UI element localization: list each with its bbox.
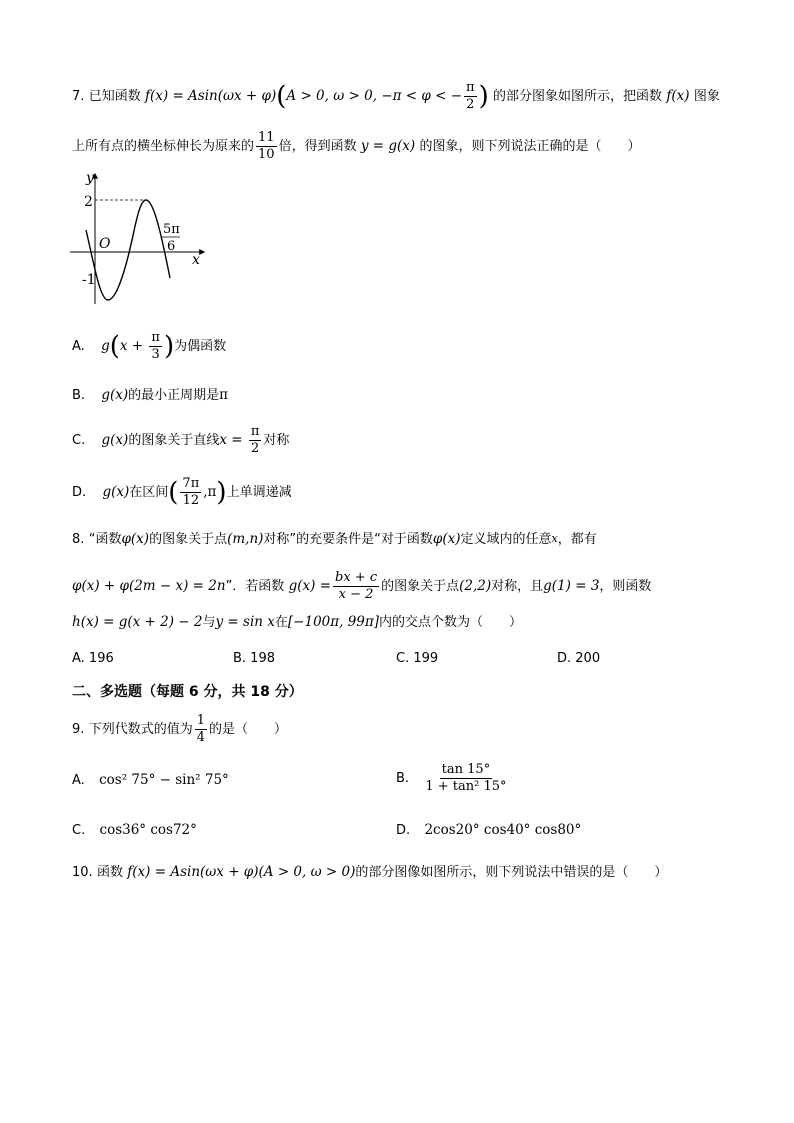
q10-function: f(x) = Asin(ωx + φ)(A > 0, ω > 0) (127, 864, 356, 880)
q8-l3-interval: [−100π, 99π] (287, 614, 380, 630)
paren-close: ) (163, 331, 175, 362)
q7-scale-fraction (256, 130, 277, 163)
option-letter: B. (72, 388, 86, 403)
q10-number: 10. (72, 865, 93, 880)
option-d-mid: ,π (203, 484, 217, 500)
q8-l2-identity: φ(x) + φ(2m − x) = 2n (72, 578, 226, 594)
q8-line3 (72, 612, 522, 633)
q9-option-d (396, 820, 581, 841)
q7-stem-a: 已知函数 (88, 89, 141, 104)
option-d-tail: 上单调递减 (226, 485, 292, 500)
q7-option-d (72, 476, 292, 509)
option-a-num: π (151, 330, 160, 345)
q7-option-b (72, 385, 228, 406)
q7-condition: A > 0, ω > 0, −π < φ < − (286, 88, 463, 104)
x-axis-label: x (192, 252, 200, 268)
option-c-text: 的图象关于直线 (128, 433, 220, 448)
q9-option-b (396, 762, 511, 795)
option-letter: D. (396, 823, 411, 838)
q9-stem-b: 的是（ ） (209, 722, 288, 737)
option-a-arg: x + (119, 338, 148, 354)
q7-paren-close: ) (478, 81, 489, 112)
option-c-fraction (249, 424, 262, 457)
option-letter: B. (396, 771, 410, 786)
option-letter: A. (72, 339, 85, 354)
q7-number: 7. (72, 89, 85, 104)
option-c-tail: 对称 (263, 433, 290, 448)
q8-l3-d: 在 (274, 615, 288, 630)
q8-l2-fraction (333, 570, 379, 603)
q9-fraction (195, 713, 207, 746)
q7-option-c (72, 424, 289, 457)
option-a-fraction (149, 330, 162, 363)
q7-stem-c: 图象 (693, 89, 720, 104)
q9-option-b-num: tan 15° (441, 762, 491, 777)
q7-line2-b: 倍，得到函数 (278, 139, 357, 154)
q9-option-b-fraction (423, 762, 508, 795)
q10-stem-b: 的部分图像如图所示，则下列说法中错误的是（ ） (355, 865, 668, 880)
q8-l2-den: x − 2 (338, 587, 374, 602)
option-d-g: g(x) (102, 484, 130, 500)
q8-l3-sin: y = sin x (215, 614, 275, 630)
q9-option-a-math: cos² 75° − sin² 75° (99, 772, 229, 788)
q10-line1 (72, 862, 667, 883)
q9-line1 (72, 713, 287, 746)
q7-gx: y = g(x) (360, 138, 416, 154)
q8-l1-x: x (551, 532, 558, 545)
q7-stem-b: 的部分图象如图所示，把函数 (493, 89, 663, 104)
option-d-num: 7π (182, 476, 200, 491)
q8-line1 (72, 529, 597, 550)
q8-l3-f: 内的交点个数为（ ） (379, 615, 523, 630)
xmark-num: 5π (163, 222, 180, 237)
option-letter: C. (72, 433, 86, 448)
q8-l2-point: (2,2) (459, 578, 492, 594)
option-c-g: g(x) (101, 432, 129, 448)
q7-fx: f(x) (666, 88, 690, 104)
q8-l2-g: g(x) = (288, 578, 332, 594)
paren-open: ( (168, 477, 179, 508)
q8-l1-i: ，都有 (557, 532, 597, 547)
q7-line1 (72, 80, 720, 113)
option-b-g: g(x) (101, 387, 129, 403)
option-b-pi: π (219, 387, 229, 403)
q7-line2 (72, 130, 641, 163)
q7-graph (66, 168, 216, 308)
option-c-num: π (250, 424, 260, 439)
q7-condition-fraction (464, 80, 477, 113)
option-a-g: g (101, 338, 110, 354)
q8-l1-a: “函数 (88, 532, 122, 547)
q9-number: 9. (72, 722, 85, 737)
option-a-den: 3 (151, 347, 160, 362)
section-heading: 二、多选题（每题 6 分，共 18 分） (72, 684, 303, 700)
q7-line2-a: 上所有点的横坐标伸长为原来的 (72, 139, 255, 154)
q9-option-a (72, 770, 229, 791)
q8-line2 (72, 570, 651, 603)
option-d-fraction (180, 476, 201, 509)
paren-open: ( (109, 331, 120, 362)
option-letter: C. (72, 823, 86, 838)
q9-option-c-math: cos36° cos72° (99, 822, 197, 838)
option-letter: D. (72, 485, 87, 500)
q8-l2-g1: g(1) = 3 (543, 578, 600, 594)
q8-l1-phi2: φ(x) (432, 531, 461, 547)
q9-den: 4 (196, 730, 205, 745)
q8-l2-b: ”．若函数 (225, 579, 285, 594)
q10-stem-a: 函数 (96, 865, 123, 880)
q8-l2-d: 的图象关于点 (381, 579, 460, 594)
q8-l3-b: 与 (202, 615, 216, 630)
q8-option-d: D. 200 (557, 651, 601, 666)
option-c-var: x = (219, 432, 247, 448)
y-axis-label: y (86, 170, 94, 186)
origin-label: O (99, 236, 111, 252)
q9-stem-a: 下列代数式的值为 (88, 722, 193, 737)
xmark-den: 6 (167, 239, 176, 254)
q9-option-d-math: 2cos20° cos40° cos80° (424, 822, 582, 838)
q8-l1-point: (m,n) (227, 531, 264, 547)
q8-l2-num: bx + c (335, 570, 378, 585)
q8-option-a: A. 196 (72, 651, 114, 666)
q7-option-a (72, 330, 226, 363)
q8-option-c: C. 199 (396, 651, 439, 666)
option-a-text: 为偶函数 (174, 339, 227, 354)
q8-l3-h: h(x) = g(x + 2) − 2 (72, 614, 203, 630)
q8-l1-e: 对称”的充要条件是“对于函数 (263, 532, 433, 547)
q8-l1-g: 定义域内的任意 (460, 532, 552, 547)
q8-l2-f: 对称，且 (491, 579, 544, 594)
ymax-label: 2 (84, 194, 93, 210)
q8-number: 8. (72, 532, 85, 547)
option-c-den: 2 (250, 441, 260, 456)
q8-l1-c: 的图象关于点 (149, 532, 228, 547)
q7-function: f(x) = Asin(ωx + φ) (145, 88, 277, 104)
q8-option-b: B. 198 (233, 651, 275, 666)
option-b-text: 的最小正周期是 (128, 388, 220, 403)
option-letter: A. (72, 773, 85, 788)
q7-scale-num: 11 (258, 130, 275, 145)
q9-option-b-den: 1 + tan² 15° (425, 779, 507, 794)
q7-condition-two: 2 (466, 97, 475, 112)
q8-l1-phi: φ(x) (121, 531, 150, 547)
ymin-label: -1 (82, 272, 96, 288)
paren-close: ) (216, 477, 227, 508)
option-d-den: 12 (182, 493, 200, 508)
q7-condition-pi: π (466, 80, 475, 95)
q7-paren-open: ( (276, 81, 287, 112)
q9-option-c (72, 820, 197, 841)
q7-line2-c: 的图象，则下列说法正确的是（ ） (419, 139, 641, 154)
option-d-text: 在区间 (129, 485, 169, 500)
q7-scale-den: 10 (258, 147, 275, 162)
q8-l2-h: ，则函数 (599, 579, 652, 594)
q9-num: 1 (196, 713, 205, 728)
